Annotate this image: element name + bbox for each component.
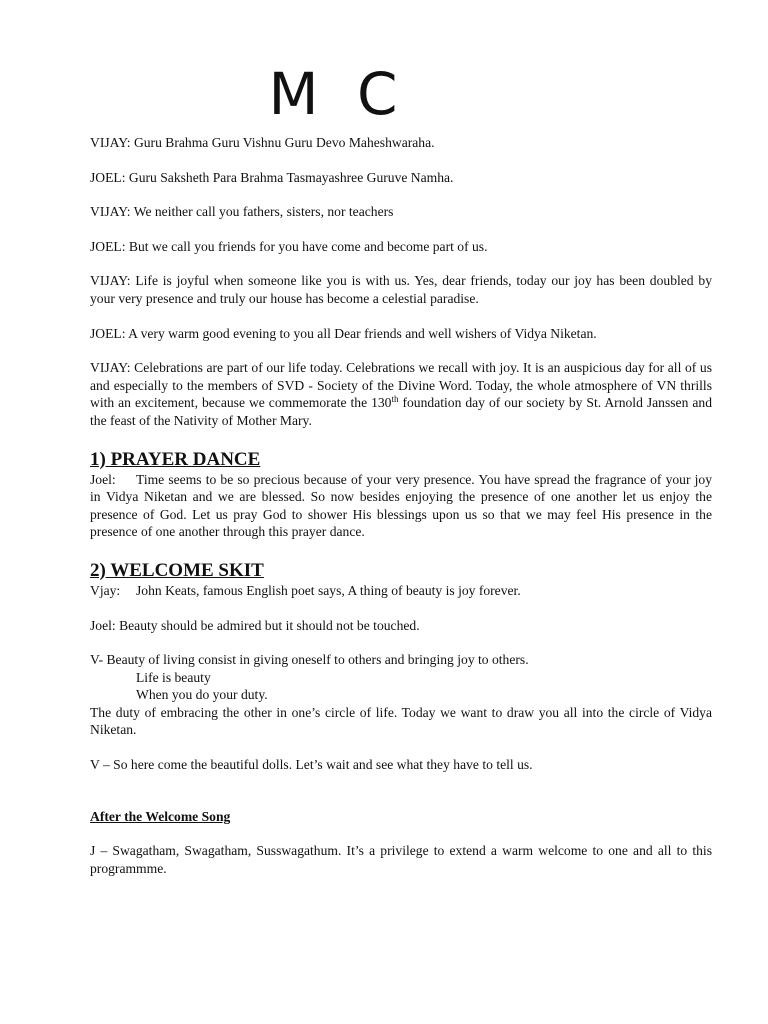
after-welcome-song-text: J – Swagatham, Swagatham, Susswagathum. It’s a privilege to extend a warm welcome to one and all to this programmme. (90, 843, 712, 876)
welcome-skit-line-2: Joel: Beauty should be admired but it should not be touched. (90, 617, 420, 633)
intro-line-4: JOEL: But we call you friends for you have come and become part of us. (90, 238, 488, 254)
ordinal-superscript: th (391, 394, 399, 405)
intro-line-1: VIJAY: Guru Brahma Guru Vishnu Guru Devo Maheshwaraha. (90, 135, 435, 150)
celebration-text-b: foundation day of our society by St. Arnold Janssen and the feast of the Nativity of Mother Mary. (90, 395, 712, 428)
after-welcome-song-heading: After the Welcome Song (90, 808, 231, 824)
intro-line-3: VIJAY: We neither call you fathers, sisters, nor teachers (90, 204, 394, 220)
document-title: M C (268, 60, 402, 128)
welcome-skit-indent-2: When you do your duty. (136, 687, 268, 703)
welcome-skit-line-1 (90, 582, 712, 600)
welcome-skit-line-4: The duty of embracing the other in one’s circle of life. Today we want to draw you all into the circle of Vidya Niketan. (90, 704, 712, 738)
speaker-label: Joel: (90, 471, 116, 487)
prayer-dance-heading: 1) PRAYER DANCE (90, 448, 261, 470)
intro-line-2: JOEL: Guru Saksheth Para Brahma Tasmayashree Guruve Namha. (90, 169, 454, 185)
celebration-paragraph (90, 359, 712, 429)
celebration-text-a: VIJAY: Celebrations are part of our life today. Celebrations we recall with joy. It is an auspicious day for all of us and especially to the members of SVD - Society of the Divine Word. Today, the whole atmosphere of VN thrills with an excitement, because we commemorate the 130 (90, 360, 712, 411)
prayer-dance-text: Time seems to be so precious because of your very presence. You have spread the fragrance of your joy in Vidya Niketan and we are blessed. So now besides enjoying the presence of one another let us enjoy the presence of God. Let us pray God to shower His blessings upon us so that we may feel His presence in the presence of one another through this prayer dance. (90, 471, 712, 540)
speaker-label: Vjay: (90, 582, 121, 598)
intro-line-5: VIJAY: Life is joyful when someone like you is with us. Yes, dear friends, today our joy has been doubled by your very presence and truly our house has become a celestial paradise. (90, 273, 712, 306)
welcome-skit-text-1: John Keats, famous English poet says, A thing of beauty is joy forever. (136, 582, 521, 598)
welcome-skit-heading: 2) WELCOME SKIT (90, 559, 264, 581)
welcome-skit-line-3: V- Beauty of living consist in giving oneself to others and bringing joy to others. (90, 652, 529, 668)
prayer-dance-paragraph (90, 471, 712, 541)
welcome-skit-indent-1: Life is beauty (136, 669, 211, 685)
welcome-skit-line-5: V – So here come the beautiful dolls. Let’s wait and see what they have to tell us. (90, 757, 533, 773)
document-body (90, 134, 712, 877)
intro-line-6: JOEL: A very warm good evening to you all Dear friends and well wishers of Vidya Niketan. (90, 325, 597, 341)
